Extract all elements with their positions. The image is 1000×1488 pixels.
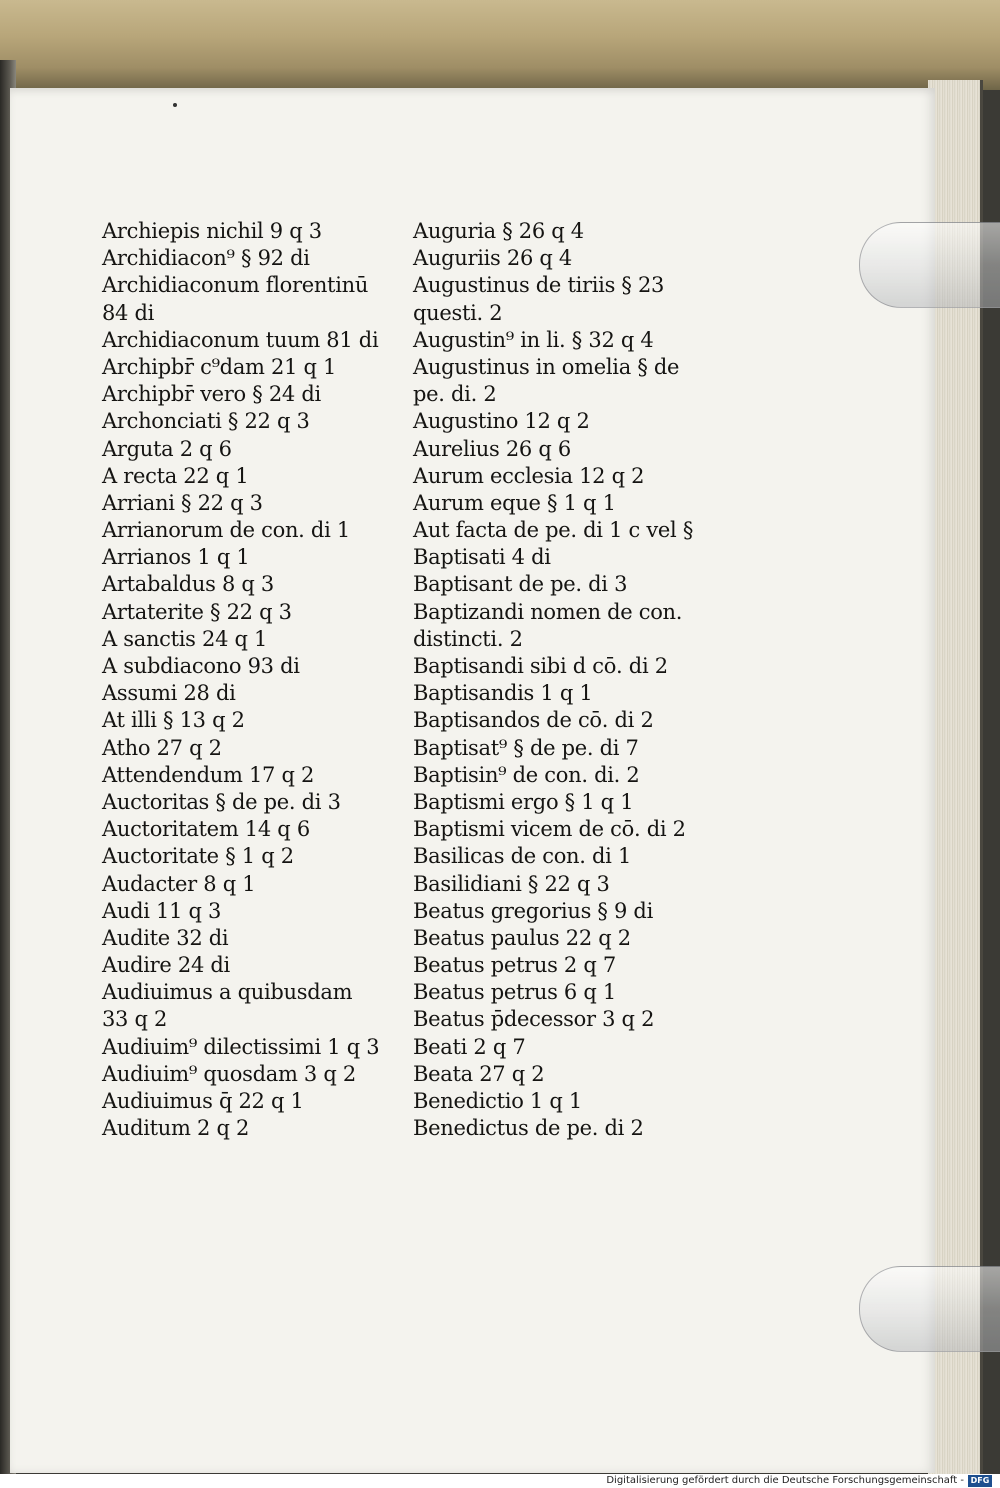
index-entry: Aurelius 26 q 6: [413, 436, 571, 461]
index-entry: distincti. 2: [413, 626, 523, 651]
index-entry: Beatus gregorius § 9 di: [413, 898, 653, 923]
index-entry: A recta 22 q 1: [102, 463, 249, 488]
index-entry: Beatus petrus 6 q 1: [413, 980, 616, 1005]
index-entry: Basilidiani § 22 q 3: [413, 871, 610, 896]
index-entry: Beatus paulus 22 q 2: [413, 925, 631, 950]
index-column-left: [102, 218, 402, 1142]
page-clip-top: [859, 222, 1000, 308]
index-entry: Archonciati § 22 q 3: [102, 409, 310, 434]
index-entry: Baptismi ergo § 1 q 1: [413, 789, 634, 814]
index-entry: Augustinus in omelia § de: [413, 354, 680, 379]
index-entry: Audite 32 di: [102, 925, 229, 950]
index-entry: Archidiacon⁹ § 92 di: [102, 246, 310, 271]
index-entry: Auguria § 26 q 4: [413, 219, 584, 243]
index-entry: Baptismi vicem de cō. di 2: [413, 817, 686, 842]
index-entry: Artaterite § 22 q 3: [102, 599, 292, 624]
footer-bar: [0, 1474, 1000, 1488]
book-cover-top-edge: [0, 0, 1000, 90]
index-entry: Baptisandos de cō. di 2: [413, 708, 654, 733]
index-entry: Benedictio 1 q 1: [413, 1089, 582, 1113]
index-entry: Baptisandi sibi d cō. di 2: [413, 654, 668, 678]
index-entry: Auctoritate § 1 q 2: [102, 844, 294, 869]
index-entry: Baptizandi nomen de con.: [413, 599, 683, 624]
index-entry: Arrianos 1 q 1: [102, 545, 250, 570]
page-clip-bottom: [859, 1266, 1000, 1352]
index-entry: Atho 27 q 2: [102, 735, 222, 760]
index-entry: Archipbr̄ c⁹dam 21 q 1: [102, 354, 337, 379]
index-entry: Beata 27 q 2: [413, 1061, 545, 1086]
index-entry: Basilicas de con. di 1: [413, 844, 632, 869]
index-entry: A sanctis 24 q 1: [102, 626, 268, 651]
index-entry: Baptisin⁹ de con. di. 2: [413, 762, 640, 787]
index-entry: At illi § 13 q 2: [102, 708, 245, 733]
index-entry: Audi 11 q 3: [102, 898, 222, 923]
index-entry: Audiuimus q̄ 22 q 1: [102, 1089, 304, 1113]
index-entry: Arrianorum de con. di 1: [102, 518, 350, 543]
index-entry: pe. di. 2: [413, 382, 497, 407]
footer-credit: Digitalisierung gefördert durch die Deutsche Forschungsgemeinschaft -: [606, 1475, 964, 1486]
index-entry: Benedictus de pe. di 2: [413, 1116, 644, 1141]
index-entry: Archiepis nichil 9 q 3: [102, 219, 322, 243]
index-column-right: [413, 218, 713, 1142]
index-entry: Baptisant de pe. di 3: [413, 572, 628, 597]
index-entry: Augustinus de tiriis § 23: [413, 273, 665, 298]
index-entry: Aut facta de pe. di 1 c vel §: [413, 518, 694, 543]
index-entry: Baptisandis 1 q 1: [413, 681, 593, 706]
index-entry: Audiuim⁹ dilectissimi 1 q 3: [102, 1034, 380, 1059]
index-entry: Augustino 12 q 2: [413, 409, 590, 434]
index-entry: Archidiaconum tuum 81 di: [102, 327, 379, 352]
index-entry: Audiuimus a quibusdam: [102, 980, 353, 1005]
index-entry: 33 q 2: [102, 1007, 168, 1032]
index-entry: Aurum eque § 1 q 1: [413, 490, 616, 515]
index-entry: Beatus petrus 2 q 7: [413, 953, 616, 978]
index-entry: Attendendum 17 q 2: [102, 762, 315, 787]
index-entry: Audire 24 di: [102, 953, 230, 978]
index-entry: Auctoritas § de pe. di 3: [102, 789, 341, 814]
index-entry: Artabaldus 8 q 3: [102, 572, 274, 597]
index-entry: Auditum 2 q 2: [102, 1116, 250, 1141]
index-entry: Auguriis 26 q 4: [413, 246, 572, 271]
index-entry: Audiuim⁹ quosdam 3 q 2: [102, 1061, 356, 1086]
index-entry: 84 di: [102, 300, 155, 325]
index-entry: Archipbr̄ vero § 24 di: [102, 382, 321, 407]
index-entry: Beatus p̄decessor 3 q 2: [413, 1007, 655, 1032]
index-entry: Beati 2 q 7: [413, 1034, 526, 1059]
dfg-logo: DFG: [968, 1475, 992, 1487]
index-entry: Arriani § 22 q 3: [102, 490, 263, 515]
index-entry: Assumi 28 di: [102, 681, 236, 706]
page-mark: [173, 103, 177, 107]
index-entry: Archidiaconum florentinū: [102, 273, 369, 298]
index-entry: Aurum ecclesia 12 q 2: [413, 463, 645, 488]
index-entry: Baptisati 4 di: [413, 545, 551, 570]
index-entry: Auctoritatem 14 q 6: [102, 817, 310, 842]
index-entry: Audacter 8 q 1: [102, 871, 256, 896]
index-entry: Arguta 2 q 6: [102, 436, 232, 461]
index-entry: Augustin⁹ in li. § 32 q 4: [413, 327, 654, 352]
index-entry: A subdiacono 93 di: [102, 654, 300, 678]
index-entry: questi. 2: [413, 300, 503, 325]
index-entry: Baptisat⁹ § de pe. di 7: [413, 735, 639, 760]
